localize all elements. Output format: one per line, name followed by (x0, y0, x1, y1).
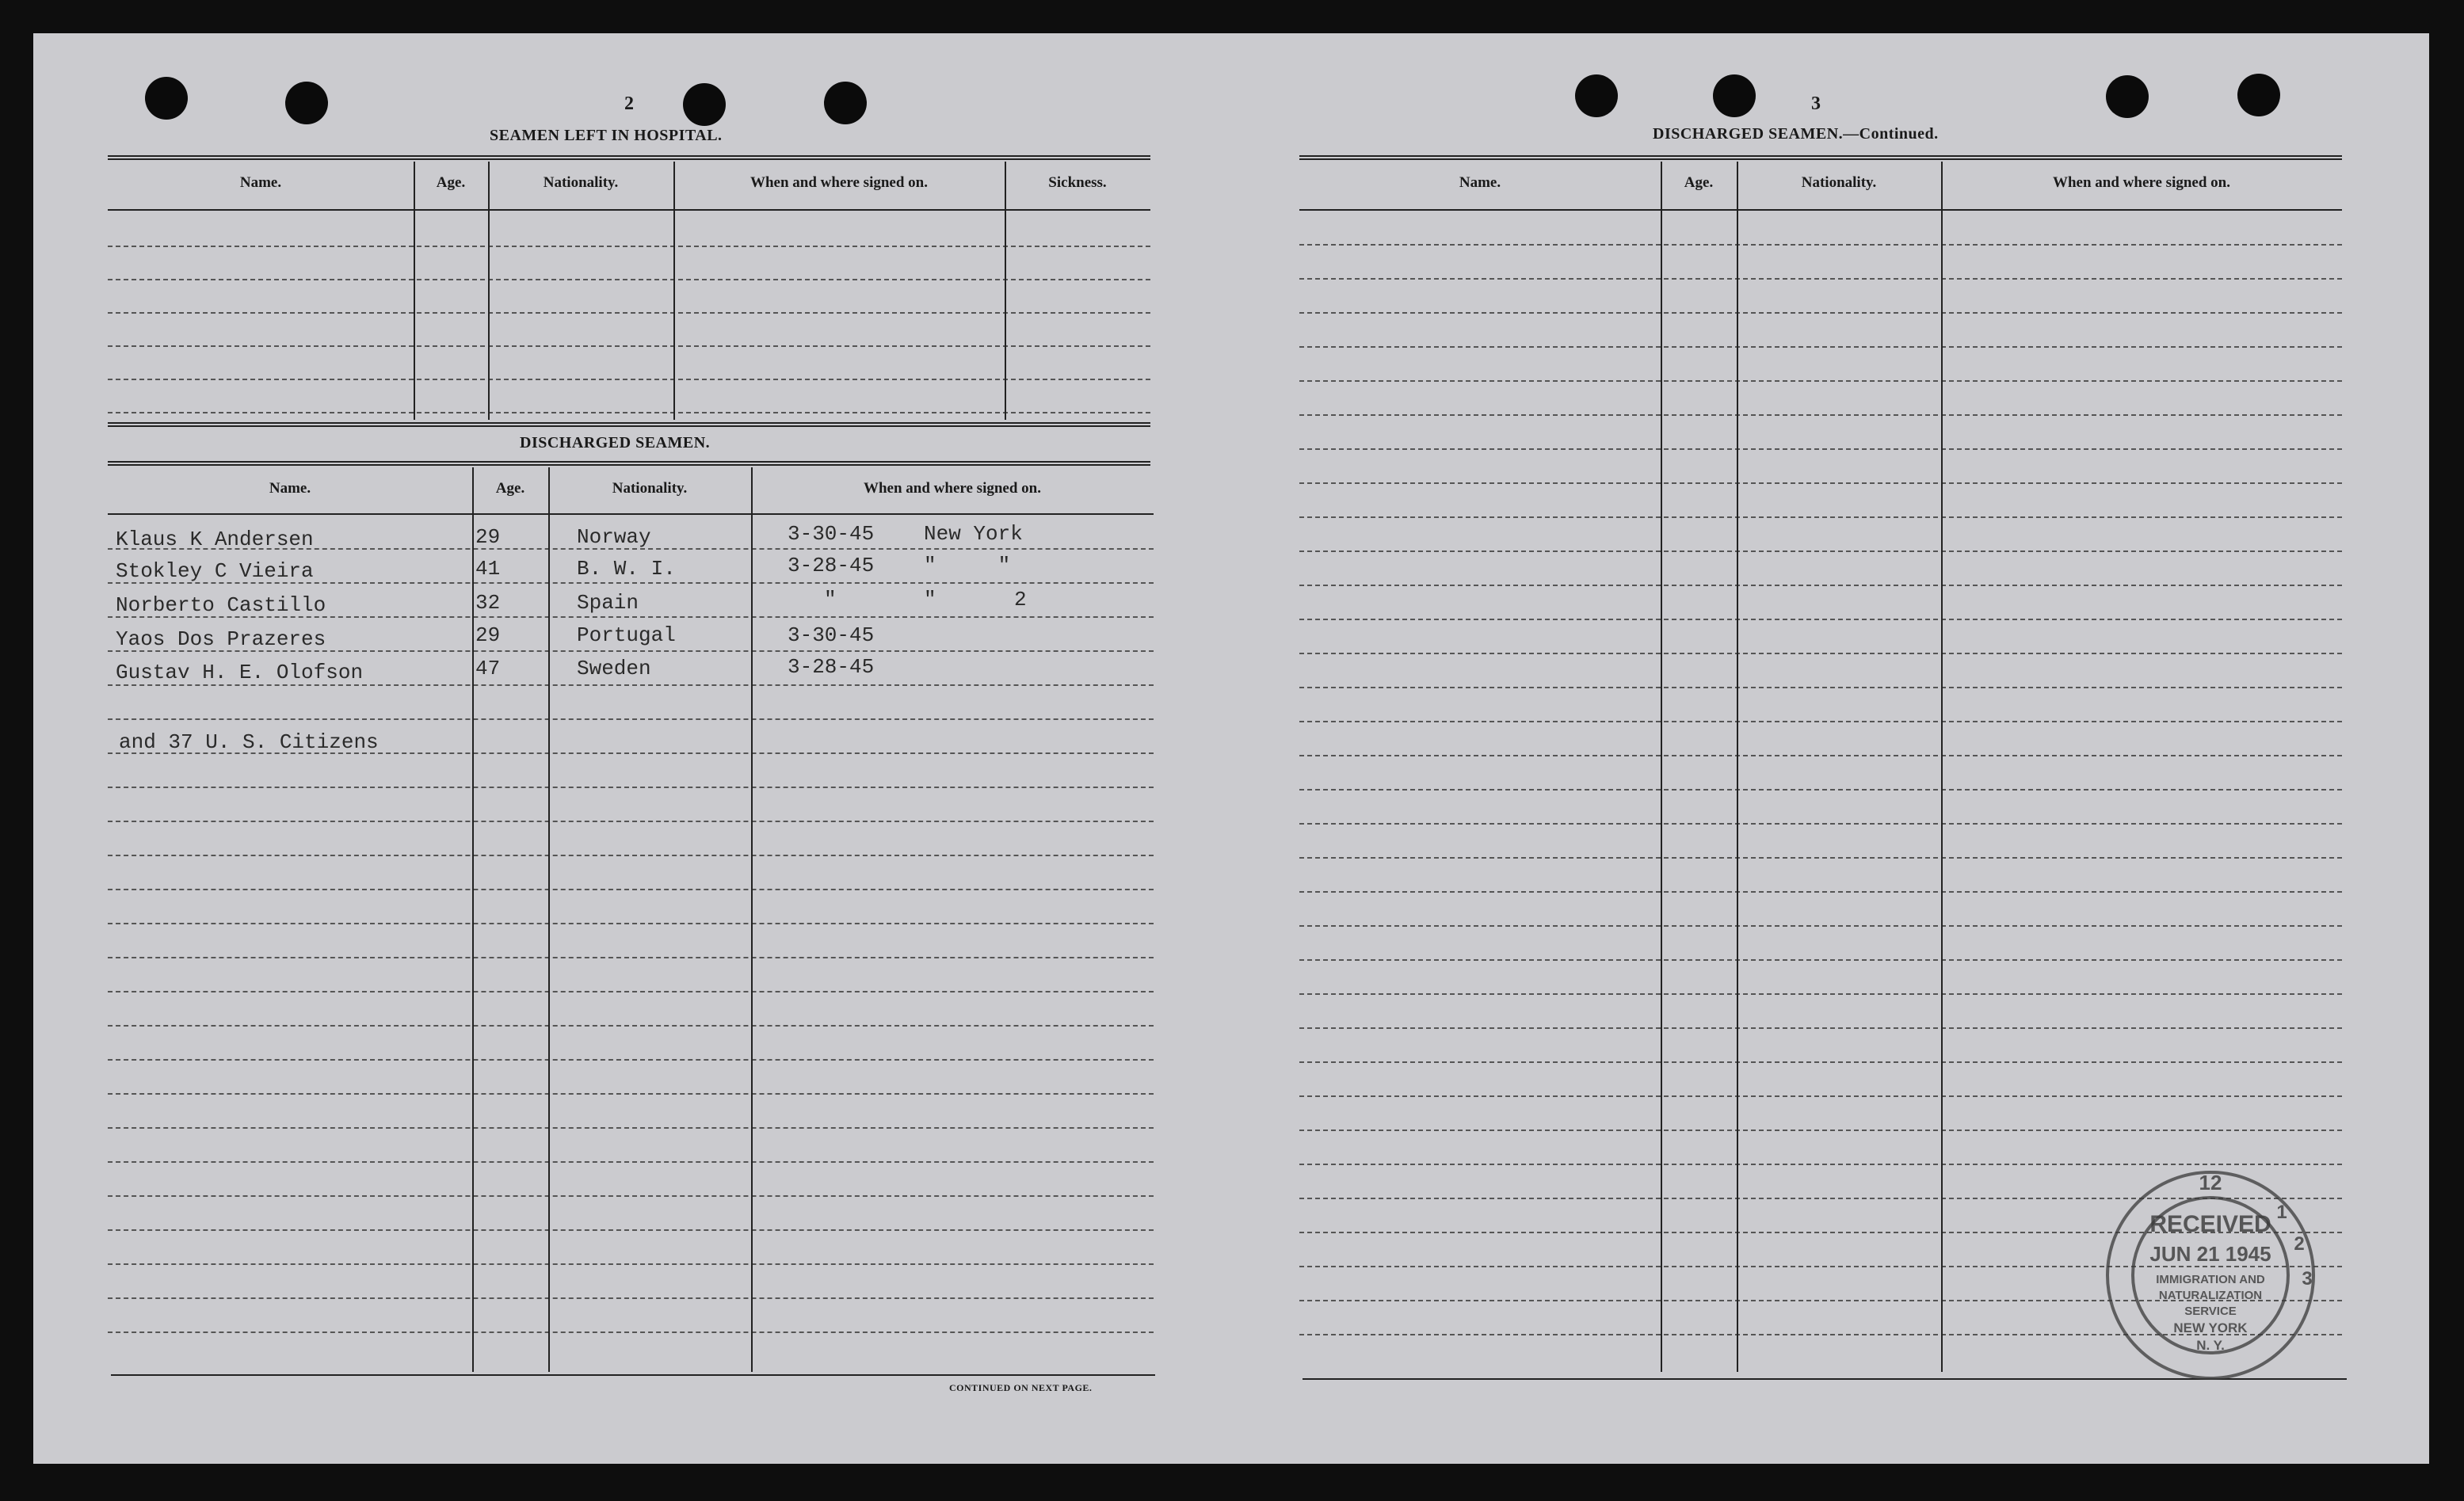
seaman-signed-place: " " (924, 554, 1011, 577)
hospital-col-age: Age. (436, 174, 466, 191)
ruled-line (1299, 414, 2342, 416)
ruled-line (1299, 993, 2342, 995)
seaman-signed-place: " (924, 588, 936, 611)
column-divider (548, 467, 550, 1372)
ruled-line (108, 582, 1154, 584)
ruled-line (108, 821, 1154, 822)
ruled-line (1299, 959, 2342, 961)
ruled-line (108, 923, 1154, 924)
hospital-col-sickness: Sickness. (1048, 174, 1107, 191)
punch-hole (285, 82, 328, 124)
ruled-line (108, 616, 1154, 618)
right-section-title: DISCHARGED SEAMEN.—Continued. (1653, 125, 1939, 143)
ruled-line (1299, 925, 2342, 927)
seaman-age: 32 (475, 591, 501, 615)
ruled-line (1299, 585, 2342, 586)
ruled-line (108, 718, 1154, 720)
punch-hole (145, 77, 188, 120)
right-col-signed-on: When and where signed on. (2052, 174, 2230, 191)
seaman-age: 41 (475, 557, 501, 581)
seaman-name: Klaus K Andersen (116, 528, 314, 551)
ruled-line (108, 889, 1154, 890)
seaman-signed-date: 3-28-45 (788, 655, 875, 679)
discharged-col-signed-on: When and where signed on. (863, 480, 1041, 497)
hospital-col-nationality: Nationality. (543, 174, 619, 191)
seaman-signed-extra: 2 (1014, 588, 1027, 611)
punch-hole (2106, 75, 2149, 118)
ruled-line (1299, 312, 2342, 314)
ruled-line (108, 650, 1154, 652)
ruled-line (1299, 1095, 2342, 1097)
ruled-line (1299, 857, 2342, 859)
stamp-line: SERVICE (2184, 1305, 2237, 1318)
ruled-line (108, 345, 1150, 347)
ruled-line (1299, 448, 2342, 450)
seaman-nationality: B. W. I. (577, 557, 676, 581)
punch-hole (824, 82, 867, 124)
ruled-line (108, 1059, 1154, 1061)
discharged-section-title: DISCHARGED SEAMEN. (520, 434, 711, 451)
ruled-line (108, 855, 1154, 856)
ruled-line (108, 1263, 1154, 1265)
stamp-received-text: RECEIVED (2149, 1211, 2271, 1237)
column-divider (751, 467, 753, 1372)
discharged-header-top-rule (108, 461, 1150, 466)
ruled-line (108, 548, 1154, 550)
stamp-line: N. Y. (2196, 1338, 2225, 1353)
discharged-col-name: Name. (269, 480, 311, 497)
column-divider (414, 162, 415, 420)
punch-hole (1713, 74, 1756, 117)
stamp-number: 2 (2294, 1233, 2305, 1255)
ruled-line (108, 1161, 1154, 1163)
ruled-line (1299, 516, 2342, 518)
ruled-line (108, 1229, 1154, 1231)
ruled-line (1299, 789, 2342, 791)
stamp-number: 1 (2276, 1202, 2287, 1223)
ruled-line (1299, 346, 2342, 348)
seaman-signed-date: 3-28-45 (788, 554, 875, 577)
ruled-line (1299, 278, 2342, 280)
ruled-line (1299, 721, 2342, 722)
punch-hole (1575, 74, 1618, 117)
column-divider (1737, 162, 1738, 1372)
stamp-number: 12 (2199, 1171, 2222, 1194)
seaman-name: Yaos Dos Prazeres (116, 627, 326, 651)
left-page-number: 2 (624, 93, 634, 114)
ruled-line (108, 1127, 1154, 1129)
stamp-line: NEW YORK (2173, 1320, 2248, 1335)
right-page-number: 3 (1811, 93, 1821, 114)
seaman-signed-date: " (824, 588, 837, 611)
seaman-name: Stokley C Vieira (116, 559, 314, 583)
right-col-nationality: Nationality. (1801, 174, 1877, 191)
ruled-line (108, 684, 1154, 686)
right-col-age: Age. (1684, 174, 1714, 191)
bottom-rule (111, 1374, 1155, 1376)
seaman-signed-place: New York (924, 522, 1023, 546)
continued-footer: CONTINUED ON NEXT PAGE. (949, 1382, 1093, 1393)
ruled-line (108, 1025, 1154, 1027)
ruled-line (1299, 244, 2342, 246)
ruled-line (108, 279, 1150, 280)
discharged-top-rule (108, 422, 1150, 427)
ruled-line (108, 957, 1154, 958)
hospital-header-rule (108, 209, 1150, 211)
citizens-note: and 37 U. S. Citizens (119, 730, 379, 754)
stamp-line: NATURALIZATION (2158, 1289, 2263, 1302)
ruled-line (1299, 687, 2342, 688)
right-header-rule (1299, 209, 2342, 211)
seaman-signed-date: 3-30-45 (788, 522, 875, 546)
hospital-section-title: SEAMEN LEFT IN HOSPITAL. (490, 127, 723, 144)
seaman-nationality: Spain (577, 591, 639, 615)
ruled-line (108, 1331, 1154, 1333)
column-divider (1661, 162, 1662, 1372)
hospital-col-signed-on: When and where signed on. (749, 174, 928, 191)
seaman-name: Norberto Castillo (116, 593, 326, 617)
ruled-line (1299, 891, 2342, 893)
ruled-line (1299, 380, 2342, 382)
seaman-age: 29 (475, 525, 501, 549)
column-divider (472, 467, 474, 1372)
ruled-line (1299, 482, 2342, 484)
discharged-col-age: Age. (495, 480, 525, 497)
received-stamp (2092, 1156, 2329, 1394)
seaman-signed-date: 3-30-45 (788, 623, 875, 647)
seaman-age: 47 (475, 657, 501, 680)
ruled-line (108, 787, 1154, 788)
punch-hole (683, 83, 726, 126)
ruled-line (1299, 823, 2342, 825)
punch-hole (2237, 74, 2280, 116)
stamp-number: 3 (2302, 1268, 2313, 1290)
ruled-line (1299, 1027, 2342, 1029)
column-divider (1005, 162, 1006, 420)
ruled-line (1299, 550, 2342, 552)
discharged-header-rule (108, 513, 1154, 515)
ruled-line (108, 1093, 1154, 1095)
right-col-name: Name. (1459, 174, 1501, 191)
ruled-line (108, 752, 1154, 754)
hospital-col-name: Name. (239, 174, 282, 191)
ruled-line (1299, 619, 2342, 620)
right-top-rule (1299, 155, 2342, 160)
ruled-line (108, 379, 1150, 380)
ruled-line (1299, 755, 2342, 756)
ruled-line (108, 246, 1150, 247)
column-divider (488, 162, 490, 420)
ruled-line (108, 991, 1154, 992)
ruled-line (1299, 653, 2342, 654)
seaman-age: 29 (475, 623, 501, 647)
seaman-name: Gustav H. E. Olofson (116, 661, 364, 684)
column-divider (673, 162, 675, 420)
hospital-top-rule (108, 155, 1150, 160)
stamp-line: IMMIGRATION AND (2156, 1273, 2265, 1286)
ruled-line (1299, 1061, 2342, 1063)
ruled-line (108, 312, 1150, 314)
seaman-nationality: Sweden (577, 657, 651, 680)
seaman-nationality: Norway (577, 525, 651, 549)
seaman-nationality: Portugal (577, 623, 676, 647)
ruled-line (108, 1195, 1154, 1197)
ruled-line (108, 1297, 1154, 1299)
ruled-line (108, 412, 1150, 413)
discharged-col-nationality: Nationality. (612, 480, 688, 497)
ruled-line (1299, 1130, 2342, 1131)
column-divider (1941, 162, 1943, 1372)
document-sheet (33, 33, 2429, 1464)
stamp-date-text: JUN 21 1945 (2149, 1242, 2271, 1266)
